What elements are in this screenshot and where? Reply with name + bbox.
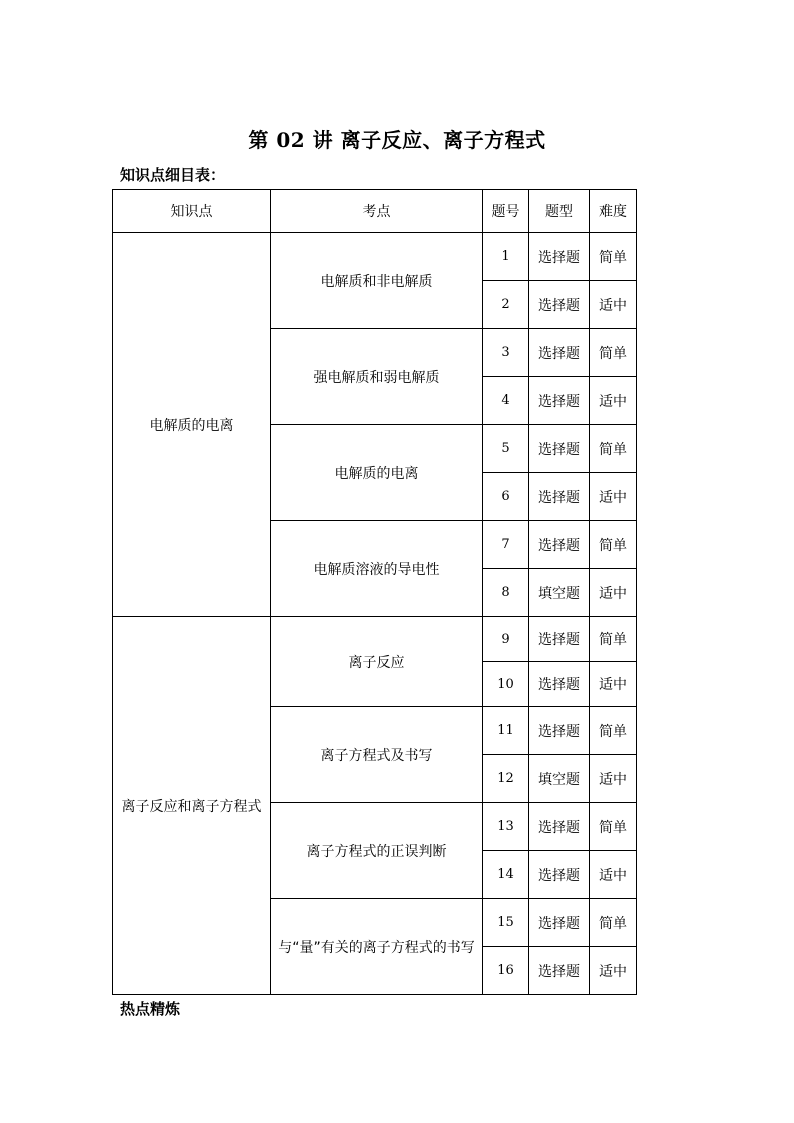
header-question-type: 题型 (529, 190, 590, 233)
difficulty: 适中 (590, 755, 637, 803)
question-type: 选择题 (529, 473, 590, 521)
exam-point-cell: 与“量”有关的离子方程式的书写 (271, 899, 483, 995)
question-type: 填空题 (529, 569, 590, 617)
question-number: 2 (483, 281, 529, 329)
question-type: 选择题 (529, 947, 590, 995)
knowledge-table (112, 189, 637, 995)
question-type: 选择题 (529, 233, 590, 281)
knowledge-point-cell: 电解质的电离 (113, 233, 271, 617)
question-number: 5 (483, 425, 529, 473)
difficulty: 简单 (590, 233, 637, 281)
question-number: 8 (483, 569, 529, 617)
question-number: 12 (483, 755, 529, 803)
question-type: 选择题 (529, 899, 590, 947)
question-type: 选择题 (529, 851, 590, 899)
question-number: 3 (483, 329, 529, 377)
question-number: 14 (483, 851, 529, 899)
difficulty: 简单 (590, 329, 637, 377)
knowledge-point-cell: 离子反应和离子方程式 (113, 617, 271, 995)
difficulty: 简单 (590, 617, 637, 662)
header-question-number: 题号 (483, 190, 529, 233)
footer-section-label: 热点精炼 (120, 1000, 181, 1018)
difficulty: 简单 (590, 425, 637, 473)
difficulty: 适中 (590, 947, 637, 995)
difficulty: 简单 (590, 899, 637, 947)
question-type: 选择题 (529, 707, 590, 755)
table-row (113, 617, 637, 662)
exam-point-cell: 离子反应 (271, 617, 483, 707)
question-type: 选择题 (529, 803, 590, 851)
difficulty: 适中 (590, 473, 637, 521)
header-difficulty: 难度 (590, 190, 637, 233)
question-type: 选择题 (529, 329, 590, 377)
difficulty: 适中 (590, 281, 637, 329)
question-number: 16 (483, 947, 529, 995)
exam-point-cell: 电解质溶液的导电性 (271, 521, 483, 617)
difficulty: 简单 (590, 803, 637, 851)
section-label: 知识点细目表： (120, 166, 226, 184)
question-type: 选择题 (529, 425, 590, 473)
question-number: 1 (483, 233, 529, 281)
question-number: 13 (483, 803, 529, 851)
question-type: 选择题 (529, 521, 590, 569)
question-number: 7 (483, 521, 529, 569)
header-knowledge-point: 知识点 (113, 190, 271, 233)
question-number: 6 (483, 473, 529, 521)
exam-point-cell: 强电解质和弱电解质 (271, 329, 483, 425)
difficulty: 简单 (590, 521, 637, 569)
difficulty: 简单 (590, 707, 637, 755)
exam-point-cell: 离子方程式的正误判断 (271, 803, 483, 899)
difficulty: 适中 (590, 569, 637, 617)
difficulty: 适中 (590, 377, 637, 425)
question-type: 选择题 (529, 377, 590, 425)
exam-point-cell: 电解质和非电解质 (271, 233, 483, 329)
question-number: 15 (483, 899, 529, 947)
header-exam-point: 考点 (271, 190, 483, 233)
exam-point-cell: 电解质的电离 (271, 425, 483, 521)
exam-point-cell: 离子方程式及书写 (271, 707, 483, 803)
question-type: 选择题 (529, 281, 590, 329)
page-title: 第 02 讲 离子反应、离子方程式 (248, 128, 546, 152)
question-number: 4 (483, 377, 529, 425)
difficulty: 适中 (590, 662, 637, 707)
question-number: 11 (483, 707, 529, 755)
table-row (113, 233, 637, 281)
difficulty: 适中 (590, 851, 637, 899)
question-type: 选择题 (529, 662, 590, 707)
question-type: 选择题 (529, 617, 590, 662)
question-type: 填空题 (529, 755, 590, 803)
table-header-row (113, 190, 637, 233)
question-number: 9 (483, 617, 529, 662)
question-number: 10 (483, 662, 529, 707)
